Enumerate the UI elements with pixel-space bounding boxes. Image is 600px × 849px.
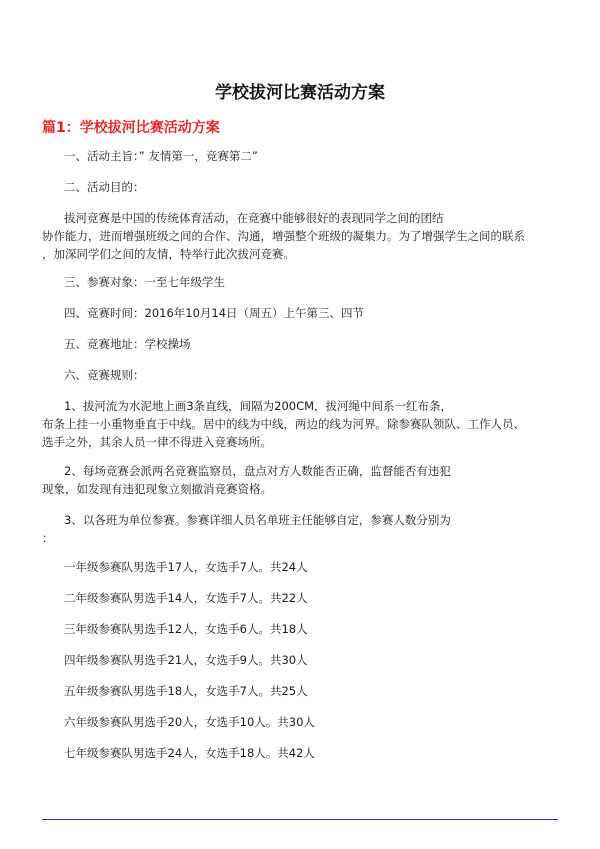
footer-divider (42, 819, 558, 820)
roster-item: 二年级参赛队男选手14人，女选手7人。共22人 (64, 591, 308, 605)
rule-1-line: 1、拔河流为水泥地上画3条直线，间隔为200CM，拔河绳中间系一红布条， (64, 399, 453, 413)
section-purpose-heading: 二、活动目的： (64, 180, 145, 194)
purpose-paragraph-line: 拔河竞赛是中国的传统体育活动，在竞赛中能够很好的表现同学之间的团结 (64, 211, 444, 225)
purpose-paragraph-line: 协作能力，进而增强班级之间的合作、沟通，增强整个班级的凝集力。为了增强学生之间的联系 (42, 229, 525, 243)
roster-item: 六年级参赛队男选手20人，女选手10人。共30人 (64, 715, 315, 729)
roster-item: 三年级参赛队男选手12人，女选手6人。共18人 (64, 622, 308, 636)
roster-item: 五年级参赛队男选手18人，女选手7人。共25人 (64, 684, 308, 698)
roster-item: 一年级参赛队男选手17人，女选手7人。共24人 (64, 560, 308, 574)
rule-3-line: ： (42, 531, 54, 545)
rule-1-line: 布条上挂一小重物垂直于中线。居中的线为中线，两边的线为河界。除参赛队领队、工作人员、 (42, 417, 525, 431)
chapter-heading: 篇1：学校拔河比赛活动方案 (42, 120, 220, 136)
section-participants: 三、参赛对象：一至七年级学生 (64, 275, 225, 289)
section-time: 四、竞赛时间：2016年10月14日（周五）上午第三、四节 (64, 306, 365, 320)
purpose-paragraph-line: ，加深同学们之间的友情，特举行此次拔河竞赛。 (42, 247, 295, 261)
roster-item: 七年级参赛队男选手24人，女选手18人。共42人 (64, 746, 315, 760)
rule-2-line: 现象，如发现有违犯现象立刻撤消竞赛资格。 (42, 482, 272, 496)
page-title: 学校拔河比赛活动方案 (215, 83, 385, 103)
rule-3-line: 3、以各班为单位参赛。参赛详细人员名单班主任能够自定，参赛人数分别为 (64, 513, 451, 527)
rule-1-line: 选手之外，其余人员一律不得进入竞赛场所。 (42, 435, 272, 449)
rule-2-line: 2、每场竞赛会派两名竞赛监察员，盘点对方人数能否正确，监督能否有违犯 (64, 464, 451, 478)
section-rules-heading: 六、竞赛规则： (64, 368, 145, 382)
section-location: 五、竞赛地址：学校操场 (64, 337, 191, 351)
roster-item: 四年级参赛队男选手21人，女选手9人。共30人 (64, 653, 308, 667)
section-theme: 一、活动主旨：” 友情第一，竞赛第二” (64, 149, 258, 163)
